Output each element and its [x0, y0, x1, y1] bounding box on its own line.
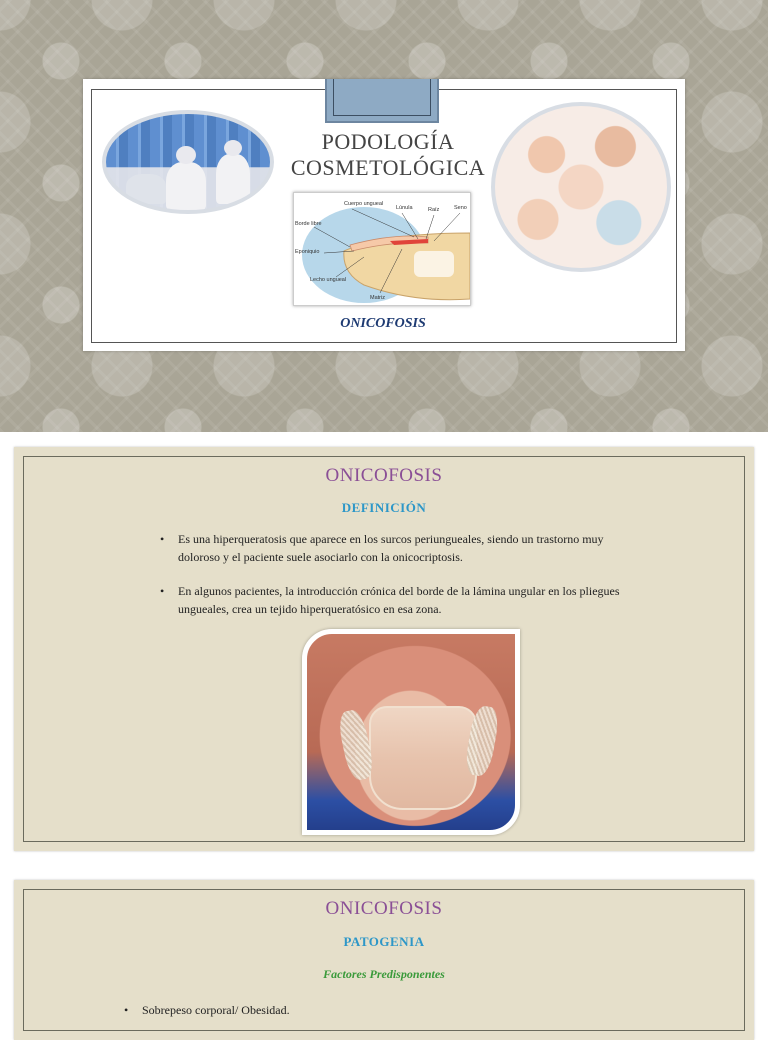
- label-matriz: Matriz: [370, 295, 385, 301]
- label-borde: Borde libre: [295, 221, 322, 227]
- clinic-photo: [102, 110, 274, 214]
- label-seno: Seno: [454, 205, 467, 211]
- definition-slide: [14, 447, 754, 851]
- slide-subheading: DEFINICIÓN: [341, 500, 427, 515]
- pathogenesis-slide: [14, 880, 754, 1040]
- section-title: Factores Predisponentes: [323, 967, 445, 981]
- title-slide: [0, 0, 768, 432]
- list-item: • En algunos pacientes, la introducción crónica del borde de la lámina ungular en los pliegues ungueales, crea un tejido hiperqueratósico en esa zona.: [160, 582, 630, 618]
- label-cuerpo: Cuerpo ungueal: [344, 201, 384, 207]
- list-item: • Es una hiperqueratosis que aparece en los surcos periungueales, siendo un trastorno muy doloroso y el paciente suele asociarlo con la onicocriptosis.: [160, 530, 630, 566]
- definition-list: [160, 530, 630, 634]
- slide-subheading: PATOGENIA: [343, 934, 425, 949]
- label-eponiquio: Eponiquio: [295, 249, 320, 255]
- podiatry-collage-photo: [491, 102, 671, 272]
- nail-anatomy-svg: [294, 193, 470, 305]
- label-lunula: Lúnula: [396, 205, 413, 211]
- decorative-tab: [325, 79, 439, 123]
- onychophosis-toenail-photo: [302, 629, 520, 835]
- label-raiz: Raíz: [428, 207, 440, 213]
- title-line-1: PODOLOGÍA: [321, 129, 455, 154]
- slide-title: [273, 129, 503, 181]
- title-line-2: COSMETOLÓGICA: [290, 155, 486, 180]
- label-lecho: Lecho ungueal: [310, 277, 347, 283]
- slide-heading: ONICOFOSIS: [325, 898, 443, 919]
- list-item: • Sobrepeso corporal/ Obesidad.: [124, 1001, 624, 1019]
- title-card: [83, 79, 685, 351]
- slide-heading: ONICOFOSIS: [325, 465, 443, 486]
- slide-subtitle: ONICOFOSIS: [340, 316, 426, 331]
- nail-anatomy-diagram: [293, 192, 471, 306]
- factors-list: [124, 1001, 624, 1035]
